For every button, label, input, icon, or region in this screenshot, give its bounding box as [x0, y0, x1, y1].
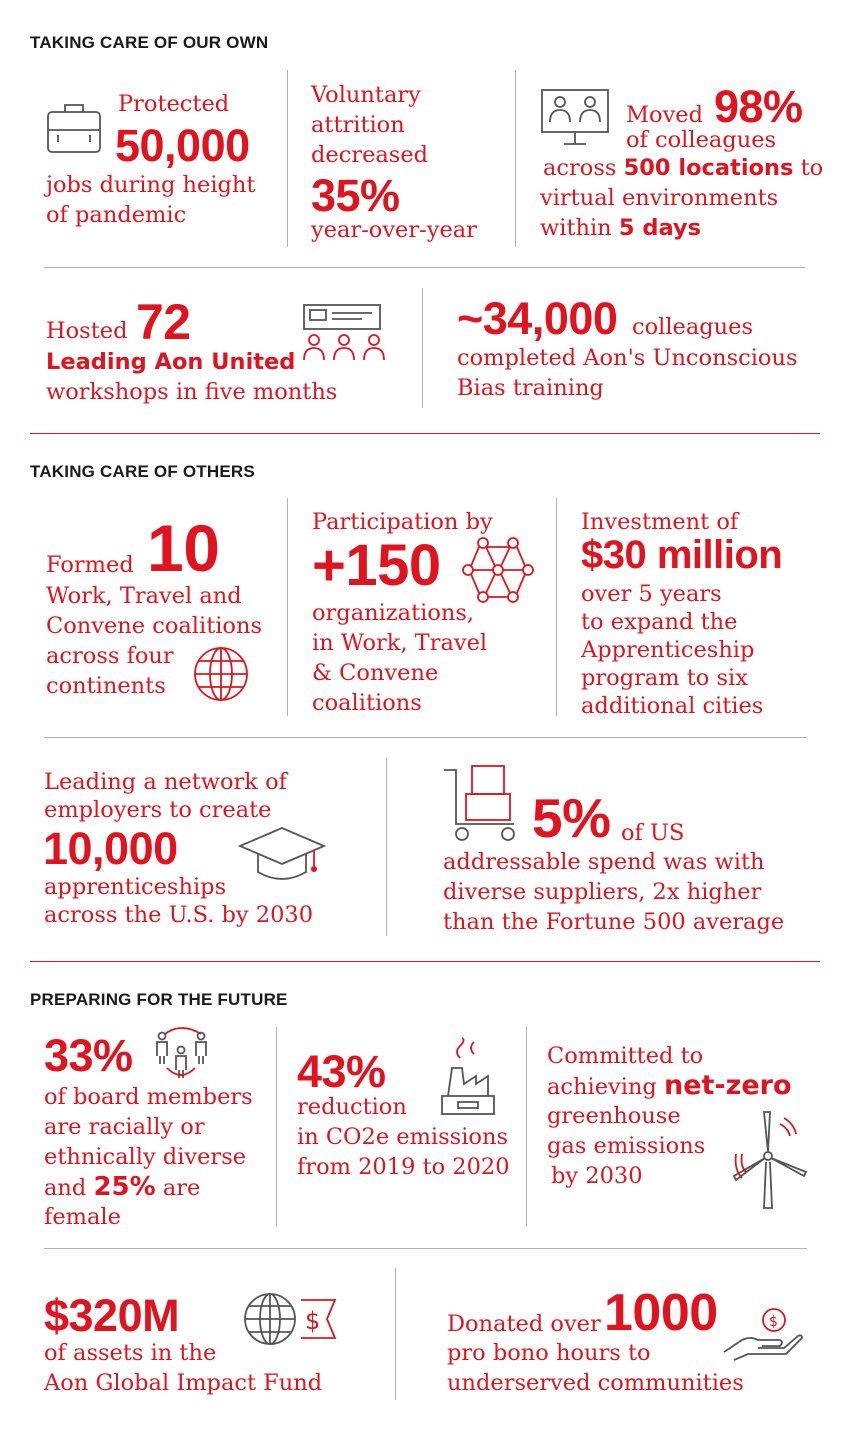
investment-label: Investment of — [581, 509, 739, 535]
hosted-value: 72 — [136, 294, 191, 350]
moved-line-1: of colleagues — [626, 127, 777, 153]
divider — [422, 288, 423, 408]
presentation-icon — [298, 303, 390, 365]
protected-desc-2: of pandemic — [46, 202, 187, 228]
participation-line-3: & Convene — [312, 660, 439, 686]
fund-line-2: Aon Global Impact Fund — [44, 1370, 323, 1396]
netzero-line-3: greenhouse — [547, 1103, 681, 1129]
formed-line-2: Convene coalitions — [46, 613, 263, 639]
participation-line-1: organizations, — [312, 600, 475, 626]
attrition-desc: year-over-year — [311, 217, 477, 243]
fund-line-1: of assets in the — [44, 1340, 217, 1366]
network-value: 10,000 — [43, 823, 178, 874]
divider — [44, 267, 805, 268]
protected-label: Protected — [118, 91, 230, 117]
investment-line-1: over 5 years — [581, 581, 722, 607]
participation-value: +150 — [312, 533, 441, 598]
fund-value: $320M — [44, 1290, 180, 1341]
hosted-desc: workshops in five months — [46, 379, 338, 405]
globe-icon — [193, 646, 249, 702]
hand-truck-icon — [442, 764, 520, 844]
attrition-line-3: decreased — [311, 142, 429, 168]
participation-line-4: coalitions — [312, 690, 422, 716]
attrition-line-2: attrition — [311, 112, 405, 138]
factory-icon — [440, 1040, 496, 1116]
globe-dollar-icon — [243, 1292, 337, 1348]
emissions-line-2: in CO2e emissions — [297, 1124, 509, 1150]
divider — [276, 1027, 277, 1227]
bias-value: ~34,000 — [457, 293, 618, 344]
hosted-label: Hosted — [46, 318, 128, 344]
moved-label: Moved — [626, 102, 704, 128]
moved-line-3: virtual environments — [540, 185, 779, 211]
formed-line-1: Work, Travel and — [46, 583, 242, 609]
svg-text:$: $ — [769, 1314, 778, 1330]
section-title-own: TAKING CARE OF OUR OWN — [30, 33, 269, 52]
video-call-icon — [540, 88, 612, 148]
section-title-others: TAKING CARE OF OTHERS — [30, 462, 255, 481]
formed-line-4: continents — [46, 673, 166, 699]
people-icon — [153, 1026, 211, 1082]
spend-line-3: than the Fortune 500 average — [443, 909, 785, 935]
divider — [44, 737, 807, 738]
network-line-4: across the U.S. by 2030 — [44, 902, 314, 928]
spend-line-1: addressable spend was with — [443, 849, 765, 875]
network-line-2: employers to create — [44, 797, 272, 823]
divider — [287, 498, 288, 716]
divider — [287, 70, 288, 247]
board-line-3: ethnically diverse — [44, 1144, 247, 1170]
moved-value: 98% — [714, 81, 803, 132]
bias-line-1: colleagues — [632, 314, 754, 340]
probono-value: 1000 — [604, 1284, 718, 1342]
netzero-line-2: achieving net-zero — [547, 1070, 792, 1101]
netzero-line-1: Committed to — [547, 1043, 704, 1069]
formed-value: 10 — [147, 511, 220, 585]
investment-line-5: additional cities — [581, 693, 764, 719]
spend-line-0: of US — [621, 820, 685, 846]
divider — [556, 498, 557, 716]
investment-line-2: to expand the — [581, 609, 738, 635]
hand-coin-icon — [722, 1306, 804, 1364]
divider — [395, 1268, 396, 1400]
protected-value: 50,000 — [115, 120, 250, 171]
graduation-cap-icon — [238, 826, 326, 886]
network-icon — [463, 535, 533, 605]
moved-line-4: within 5 days — [540, 215, 701, 241]
divider — [386, 758, 387, 936]
hosted-name: Leading Aon United — [46, 349, 296, 375]
divider — [515, 70, 516, 247]
moved-line-2: across 500 locations to — [543, 155, 824, 181]
netzero-line-5: by 2030 — [551, 1163, 643, 1189]
board-line-4: and 25% are — [44, 1172, 201, 1202]
section-title-future: PREPARING FOR THE FUTURE — [30, 990, 288, 1009]
svg-text:$: $ — [305, 1307, 321, 1335]
board-line-2: are racially or — [44, 1114, 205, 1140]
protected-desc-1: jobs during height — [46, 172, 256, 198]
divider — [44, 1248, 807, 1249]
netzero-line-4: gas emissions — [547, 1133, 706, 1159]
board-value: 33% — [44, 1030, 133, 1081]
emissions-value: 43% — [297, 1046, 386, 1097]
network-line-1: Leading a network of — [44, 769, 287, 795]
probono-label: Donated over — [447, 1311, 601, 1337]
spend-line-2: diverse suppliers, 2x higher — [443, 879, 762, 905]
emissions-line-1: reduction — [297, 1094, 407, 1120]
divider — [526, 1027, 527, 1227]
probono-line-1: pro bono hours to — [447, 1340, 651, 1366]
wind-turbine-icon — [730, 1110, 810, 1210]
briefcase-icon — [46, 102, 104, 154]
bias-line-2: completed Aon's Unconscious — [457, 345, 798, 371]
probono-line-2: underserved communities — [447, 1370, 744, 1396]
participation-line-2: in Work, Travel — [312, 630, 488, 656]
formed-label: Formed — [46, 552, 134, 578]
section-rule — [30, 433, 820, 434]
spend-value: 5% — [532, 787, 611, 849]
network-line-3: apprenticeships — [44, 874, 227, 900]
investment-value: $30 million — [581, 533, 783, 577]
bias-line-3: Bias training — [457, 375, 604, 401]
formed-line-3: across four — [46, 643, 174, 669]
investment-line-4: program to six — [581, 665, 748, 691]
attrition-value: 35% — [311, 170, 400, 221]
emissions-line-3: from 2019 to 2020 — [297, 1154, 510, 1180]
participation-label: Participation by — [312, 509, 493, 535]
board-line-5: female — [44, 1204, 121, 1230]
board-line-1: of board members — [44, 1084, 253, 1110]
investment-line-3: Apprenticeship — [581, 637, 755, 663]
section-rule — [30, 961, 820, 962]
attrition-line-1: Voluntary — [311, 82, 421, 108]
